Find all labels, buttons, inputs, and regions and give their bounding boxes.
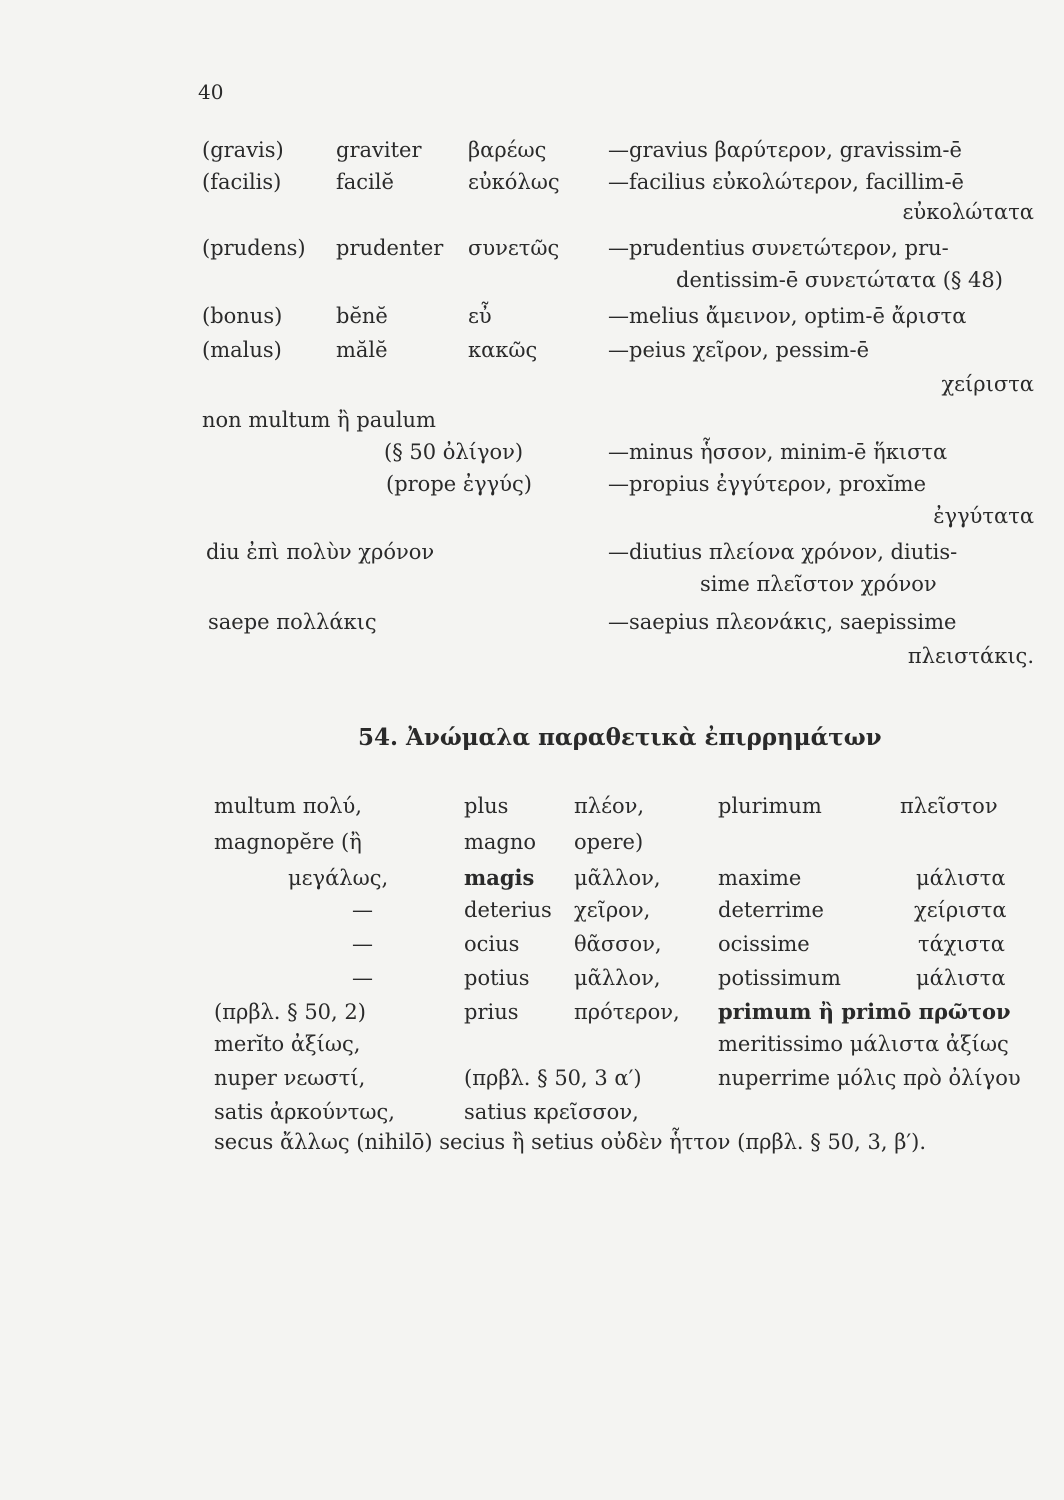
table-row xyxy=(0,826,1064,858)
comparative-superlative: —diutius πλείονα χρόνον, diutis- xyxy=(608,540,958,564)
table-row xyxy=(0,996,1064,1028)
adverb-row xyxy=(0,334,1064,366)
positive-adjective: (bonus) xyxy=(202,304,283,328)
superlative-greek-cell: τάχιστα xyxy=(918,932,1005,956)
continuation-text: εὐκολώτατα xyxy=(902,200,1034,224)
latin-adverb: bĕnĕ xyxy=(336,304,388,328)
superlative-latin-cell: deterrime xyxy=(718,898,824,922)
positive-cell: satis ἀρκούντως, xyxy=(214,1100,395,1124)
comparative-superlative: —saepius πλεονάκις, saepissime xyxy=(608,610,957,634)
adverb-row xyxy=(0,536,1064,568)
table-row xyxy=(0,1062,1064,1094)
comparative-superlative: —propius ἐγγύτερον, proxĭme xyxy=(608,472,927,496)
comparative-greek-cell: μᾶλλον, xyxy=(574,866,661,890)
table-row xyxy=(0,790,1064,822)
section-heading: 54. Ἀνώμαλα παραθετικὰ ἐπιρρημάτων xyxy=(358,724,882,751)
adverb-row xyxy=(0,436,1064,468)
latin-adverb: mălĕ xyxy=(336,338,388,362)
superlative-greek-cell: μάλιστα xyxy=(916,866,1006,890)
sub-phrase: (§ 50 ὀλίγον) xyxy=(384,440,524,464)
continuation-text: dentissim-ē συνετώτατα (§ 48) xyxy=(676,268,1003,292)
superlative-greek-cell: μάλιστα xyxy=(916,966,1006,990)
table-row xyxy=(0,962,1064,994)
latin-adverb: prudenter xyxy=(336,236,444,260)
comparative-greek-cell: πλέον, xyxy=(574,794,645,818)
adverb-row xyxy=(0,468,1064,500)
continuation-row xyxy=(0,368,1064,400)
sub-phrase: (prope ἐγγύς) xyxy=(386,472,532,496)
superlative-latin-cell: primum ἢ primō πρῶτον xyxy=(718,999,1011,1024)
comparative-superlative: —prudentius συνετώτερον, pru- xyxy=(608,236,949,260)
comparative-latin-cell: (πρβλ. § 50, 3 α′) xyxy=(464,1066,642,1090)
adverb-row xyxy=(0,134,1064,166)
positive-cell: nuper νεωστί, xyxy=(214,1066,366,1090)
continuation-row xyxy=(0,568,1064,600)
comparative-latin-cell: plus xyxy=(464,794,509,818)
latin-adverb: graviter xyxy=(336,138,422,162)
comparative-latin-cell: magis xyxy=(464,865,535,890)
superlative-latin-cell: ocissime xyxy=(718,932,810,956)
table-row xyxy=(0,1028,1064,1060)
adverb-row xyxy=(0,404,1064,436)
continuation-text: χείριστα xyxy=(941,372,1034,396)
positive-adjective: (gravis) xyxy=(202,138,284,162)
latin-greek-phrase: non multum ἢ paulum xyxy=(202,408,436,432)
comparative-greek-cell: μᾶλλον, xyxy=(574,966,661,990)
table-row xyxy=(0,862,1064,894)
superlative-latin-cell: maxime xyxy=(718,866,802,890)
continuation-text: sime πλεῖστον χρόνον xyxy=(700,572,937,596)
comparative-latin-cell: ocius xyxy=(464,932,520,956)
continuation-row xyxy=(0,500,1064,532)
comparative-latin-cell: magno xyxy=(464,830,537,854)
greek-adverb: εὖ xyxy=(468,304,492,328)
continuation-row xyxy=(0,196,1064,228)
continuation-text: πλειστάκις. xyxy=(907,644,1034,668)
latin-greek-phrase: diu ἐπὶ πολὺν χρόνον xyxy=(206,540,435,564)
positive-cell: — xyxy=(352,966,373,990)
superlative-latin-cell: plurimum xyxy=(718,794,822,818)
comparative-latin-cell: prius xyxy=(464,1000,519,1024)
table-row-final xyxy=(0,1126,1064,1158)
positive-adjective: (malus) xyxy=(202,338,282,362)
adverb-row xyxy=(0,606,1064,638)
comparative-superlative: —facilius εὐκολώτερον, facillim-ē xyxy=(608,170,964,194)
comparative-greek-cell: χεῖρον, xyxy=(574,898,651,922)
positive-cell: merĭto ἀξίως, xyxy=(214,1032,361,1056)
table-row xyxy=(0,1096,1064,1128)
greek-adverb: εὐκόλως xyxy=(468,170,560,194)
positive-adjective: (facilis) xyxy=(202,170,282,194)
comparative-superlative: —gravius βαρύτερον, gravissim-ē xyxy=(608,138,962,162)
comparative-latin-cell: satius κρεῖσσον, xyxy=(464,1100,639,1124)
positive-adjective: (prudens) xyxy=(202,236,306,260)
greek-adverb: κακῶς xyxy=(468,338,538,362)
positive-cell: multum πολύ, xyxy=(214,794,362,818)
positive-cell: (πρβλ. § 50, 2) xyxy=(214,1000,366,1024)
continuation-row xyxy=(0,264,1064,296)
final-line: secus ἄλλως (nihilō) secius ἢ setius οὐδὲν ἧττον (πρβλ. § 50, 3, β′). xyxy=(214,1130,927,1154)
page-number: 40 xyxy=(198,80,224,104)
latin-adverb: facilĕ xyxy=(336,170,394,194)
comparative-superlative: —melius ἄμεινον, optim-ē ἄριστα xyxy=(608,304,967,328)
adverb-row xyxy=(0,166,1064,198)
comparative-latin-cell: deterius xyxy=(464,898,552,922)
superlative-greek-cell: χείριστα xyxy=(914,898,1007,922)
adverb-row xyxy=(0,300,1064,332)
table-row xyxy=(0,894,1064,926)
greek-adverb: συνετῶς xyxy=(468,236,560,260)
positive-cell: — xyxy=(352,932,373,956)
superlative-latin-cell: nuperrime μόλις πρὸ ὀλίγου xyxy=(718,1066,1021,1090)
greek-adverb: βαρέως xyxy=(468,138,547,162)
superlative-greek-cell: πλεῖστον xyxy=(900,794,998,818)
superlative-latin-cell: potissimum xyxy=(718,966,841,990)
positive-cell: — xyxy=(352,898,373,922)
continuation-row xyxy=(0,640,1064,672)
comparative-greek-cell: θᾶσσον, xyxy=(574,932,662,956)
superlative-latin-cell: meritissimo μάλιστα ἀξίως xyxy=(718,1032,1009,1056)
positive-cell: μεγάλως, xyxy=(288,866,389,890)
comparative-superlative: —minus ἧσσον, minim-ē ἥκιστα xyxy=(608,440,948,464)
comparative-greek-cell: πρότερον, xyxy=(574,1000,680,1024)
latin-greek-phrase: saepe πολλάκις xyxy=(208,610,377,634)
comparative-greek-cell: opere) xyxy=(574,830,644,854)
table-row xyxy=(0,928,1064,960)
continuation-text: ἐγγύτατα xyxy=(933,504,1034,528)
positive-cell: magnopĕre (ἢ xyxy=(214,830,362,854)
comparative-superlative: —peius χεῖρον, pessim-ē xyxy=(608,338,870,362)
comparative-latin-cell: potius xyxy=(464,966,530,990)
adverb-row xyxy=(0,232,1064,264)
